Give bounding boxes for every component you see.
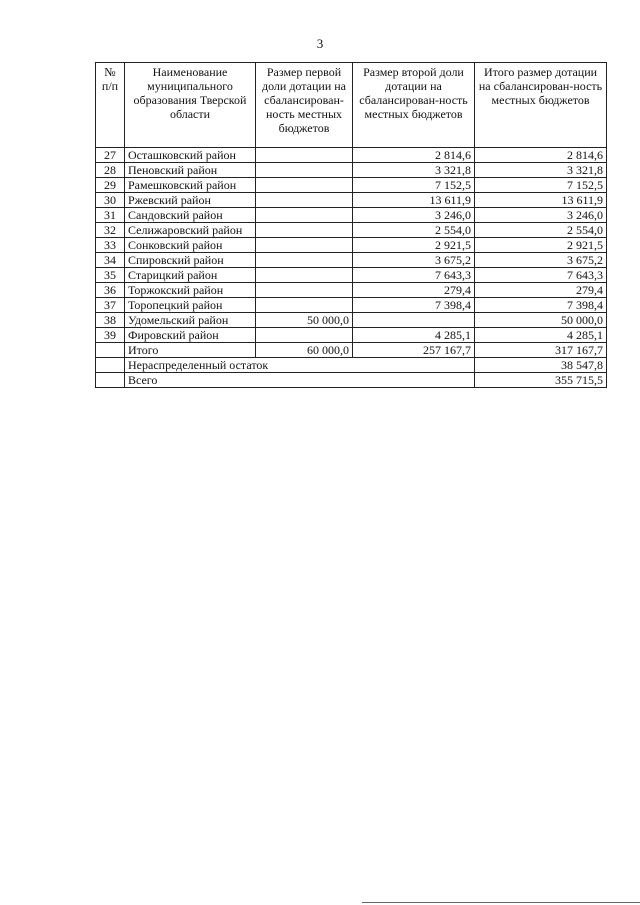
row-num: 35 [96, 268, 125, 283]
row-name: Рамешковский район [125, 178, 256, 193]
itogo-label: Итого [125, 343, 256, 358]
row-first-share [256, 268, 353, 283]
row-total: 7 643,3 [475, 268, 607, 283]
page-number: 3 [316, 36, 324, 51]
table-row [96, 313, 607, 328]
table-row [96, 193, 607, 208]
row-num: 31 [96, 208, 125, 223]
row-second-share: 3 675,2 [353, 253, 475, 268]
row-first-share [256, 298, 353, 313]
row-second-share: 4 285,1 [353, 328, 475, 343]
itogo-first: 60 000,0 [256, 343, 353, 358]
table-row [96, 283, 607, 298]
row-num: 36 [96, 283, 125, 298]
row-total: 7 152,5 [475, 178, 607, 193]
row-num: 38 [96, 313, 125, 328]
row-num: 37 [96, 298, 125, 313]
row-total: 50 000,0 [475, 313, 607, 328]
header-first-share: Размер первой доли дотации на сбалансирован-ность местных бюджетов [256, 63, 353, 148]
row-total: 3 246,0 [475, 208, 607, 223]
itogo-total: 317 167,7 [475, 343, 607, 358]
row-total: 3 675,2 [475, 253, 607, 268]
header-num: № п/п [96, 63, 125, 148]
unallocated-row [96, 358, 607, 373]
row-name: Фировский район [125, 328, 256, 343]
row-total: 2 921,5 [475, 238, 607, 253]
row-total: 13 611,9 [475, 193, 607, 208]
row-name: Сонковский район [125, 238, 256, 253]
header-row [96, 63, 607, 148]
row-total: 3 321,8 [475, 163, 607, 178]
table-row [96, 223, 607, 238]
row-name: Удомельский район [125, 313, 256, 328]
row-num: 33 [96, 238, 125, 253]
table-row [96, 148, 607, 163]
row-first-share [256, 223, 353, 238]
row-num: 28 [96, 163, 125, 178]
row-second-share: 2 921,5 [353, 238, 475, 253]
unallocated-label: Нераспределенный остаток [125, 358, 475, 373]
table-row [96, 253, 607, 268]
row-name: Торжокский район [125, 283, 256, 298]
row-name: Осташковский район [125, 148, 256, 163]
row-first-share [256, 283, 353, 298]
row-first-share [256, 163, 353, 178]
row-name: Сандовский район [125, 208, 256, 223]
row-second-share: 7 398,4 [353, 298, 475, 313]
table-row [96, 238, 607, 253]
table-row [96, 163, 607, 178]
table-row [96, 268, 607, 283]
row-name: Селижаровский район [125, 223, 256, 238]
row-first-share: 50 000,0 [256, 313, 353, 328]
itogo-row [96, 343, 607, 358]
row-second-share: 7 643,3 [353, 268, 475, 283]
row-first-share [256, 208, 353, 223]
row-first-share [256, 178, 353, 193]
table-row [96, 328, 607, 343]
table-body [96, 148, 607, 343]
row-total: 2 554,0 [475, 223, 607, 238]
row-first-share [256, 253, 353, 268]
itogo-second: 257 167,7 [353, 343, 475, 358]
row-total: 4 285,1 [475, 328, 607, 343]
table-row [96, 208, 607, 223]
vsego-total: 355 715,5 [475, 373, 607, 388]
row-second-share: 2 814,6 [353, 148, 475, 163]
row-name: Торопецкий район [125, 298, 256, 313]
row-second-share: 2 554,0 [353, 223, 475, 238]
row-first-share [256, 148, 353, 163]
row-first-share [256, 193, 353, 208]
row-name: Старицкий район [125, 268, 256, 283]
row-second-share: 13 611,9 [353, 193, 475, 208]
row-second-share: 7 152,5 [353, 178, 475, 193]
row-name: Спировский район [125, 253, 256, 268]
row-second-share [353, 313, 475, 328]
table-row [96, 298, 607, 313]
subsidy-table [95, 62, 607, 388]
row-num: 27 [96, 148, 125, 163]
header-total: Итого размер дотации на сбалансирован-ность местных бюджетов [475, 63, 607, 148]
vsego-num [96, 373, 125, 388]
row-num: 32 [96, 223, 125, 238]
row-first-share [256, 238, 353, 253]
row-first-share [256, 328, 353, 343]
footer-rule [362, 902, 640, 903]
row-total: 279,4 [475, 283, 607, 298]
unallocated-total: 38 547,8 [475, 358, 607, 373]
row-num: 29 [96, 178, 125, 193]
header-second-share: Размер второй доли дотации на сбалансирован-ность местных бюджетов [353, 63, 475, 148]
row-second-share: 3 246,0 [353, 208, 475, 223]
unallocated-num [96, 358, 125, 373]
row-second-share: 3 321,8 [353, 163, 475, 178]
row-second-share: 279,4 [353, 283, 475, 298]
row-name: Ржевский район [125, 193, 256, 208]
vsego-row [96, 373, 607, 388]
row-total: 7 398,4 [475, 298, 607, 313]
table-row [96, 178, 607, 193]
row-num: 30 [96, 193, 125, 208]
itogo-num [96, 343, 125, 358]
row-num: 34 [96, 253, 125, 268]
row-total: 2 814,6 [475, 148, 607, 163]
header-name: Наименование муниципального образования Тверской области [125, 63, 256, 148]
row-num: 39 [96, 328, 125, 343]
vsego-label: Всего [125, 373, 475, 388]
row-name: Пеновский район [125, 163, 256, 178]
